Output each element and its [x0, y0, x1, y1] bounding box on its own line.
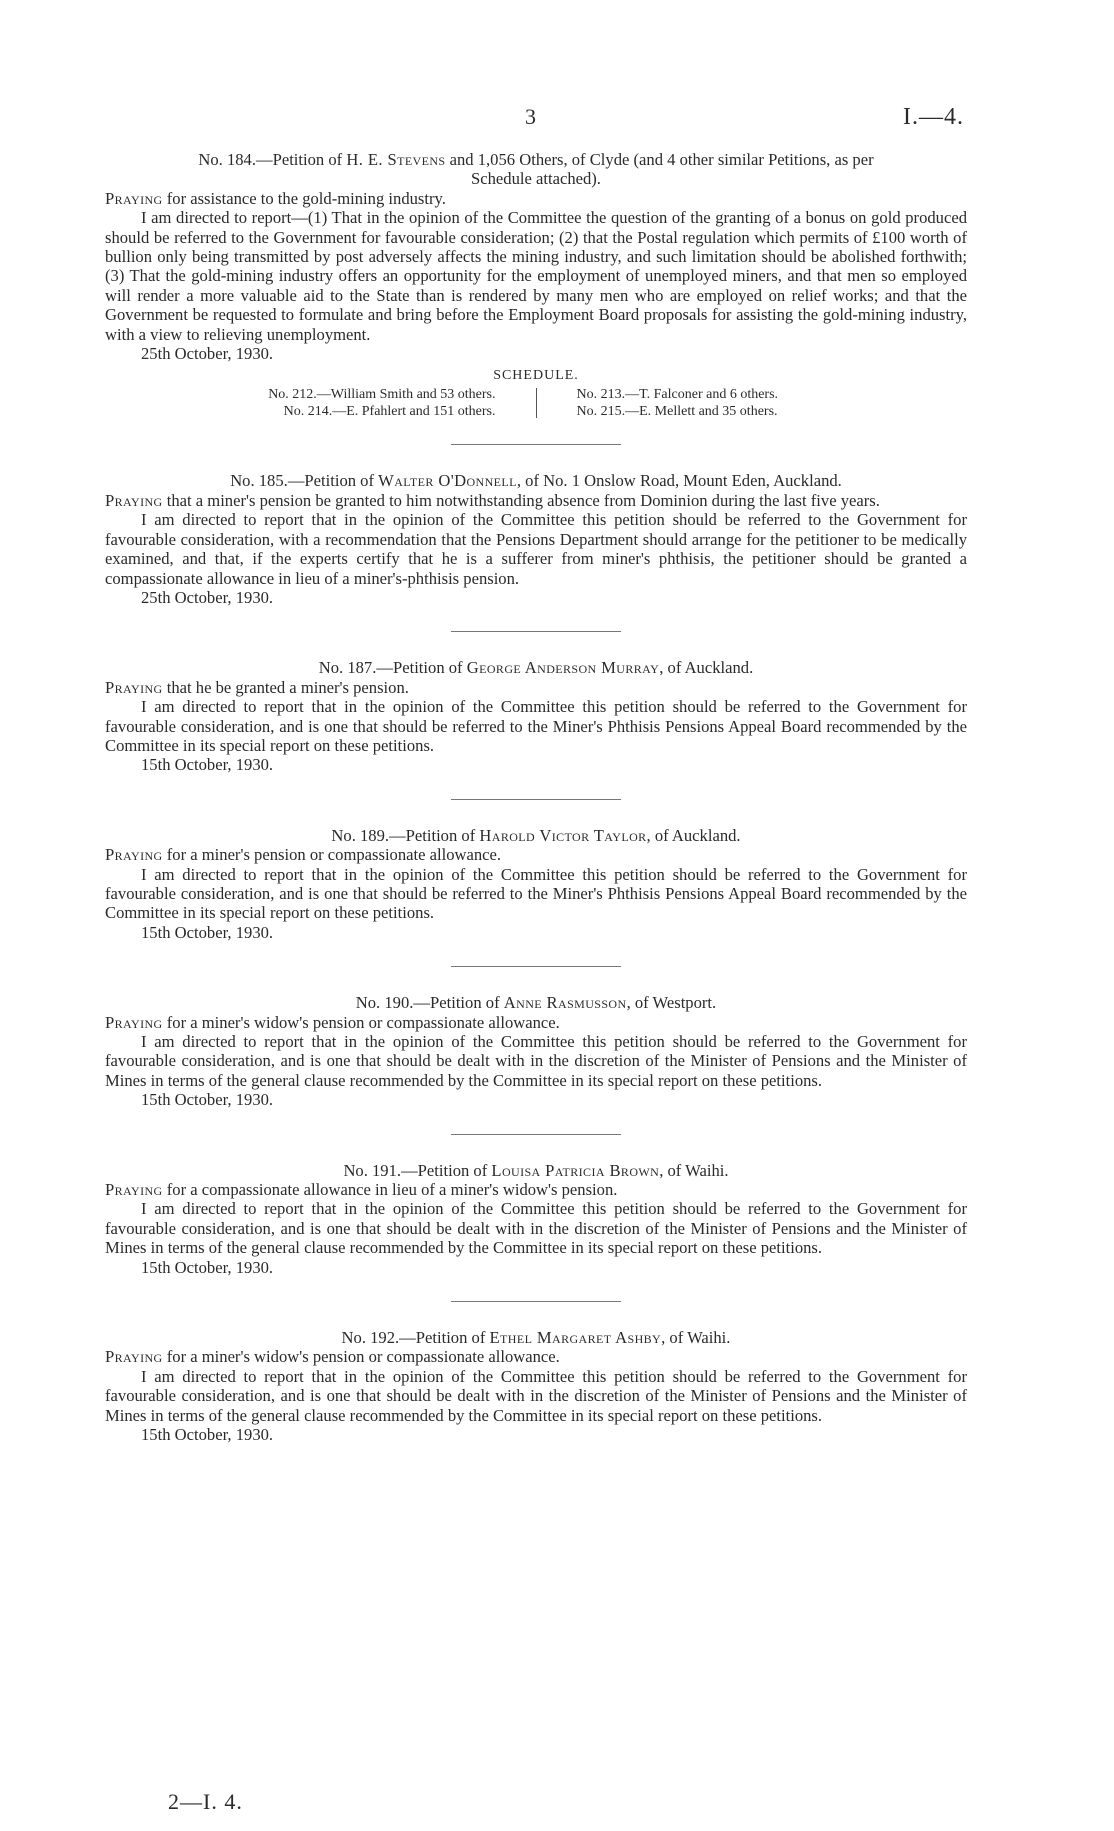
- petition-title: No. 192.—Petition of Ethel Margaret Ashby, of Waihi.: [341, 1328, 731, 1348]
- section-divider: [451, 799, 621, 800]
- printer-signature-mark: 2—I. 4.: [168, 1789, 243, 1814]
- petition-192: [105, 1328, 967, 1444]
- report-paragraph: I am directed to report—(1) That in the opinion of the Committee the question of the granting of a bonus on gold produced should be referred to the Government for favourable consideration; (2) that the Postal regulation which permits of £100 worth of bullion only being transmitted by post adversely affects the mining industry, and such limitation should be abolished forthwith; (3) That the gold-mining industry offers an opportunity for the employment of unemployed miners, and that men so employed will render a more valuable aid to the State than is rendered by many men who are employed on relief works; and that the Government be requested to formulate and bring before the Employment Board proposals for assisting the gold-mining industry, with a view to relieving unemployment.: [105, 208, 967, 344]
- praying-line: Praying for assistance to the gold-mining industry.: [105, 188, 446, 208]
- praying-line: Praying that he be granted a miner's pension.: [105, 677, 409, 697]
- petitioner-name: H. E. Stevens: [346, 150, 446, 169]
- schedule-grid: [105, 386, 967, 420]
- petition-189: [105, 826, 967, 942]
- petitioner-name: Louisa Patricia Brown: [491, 1160, 660, 1180]
- schedule-right-column: [537, 386, 897, 420]
- report-date: 25th October, 1930.: [141, 587, 274, 607]
- page-header: [0, 104, 1114, 134]
- section-divider: [451, 966, 621, 967]
- report-date: 25th October, 1930.: [141, 344, 274, 364]
- section-divider: [451, 631, 621, 632]
- praying-line: Praying that a miner's pension be granted to him notwithstanding absence from Dominion during the last five years.: [105, 490, 880, 510]
- petition-title-subline: Schedule attached).: [471, 169, 601, 189]
- schedule-entry: No. 215.—E. Mellett and 35 others.: [576, 404, 778, 420]
- petition-title: No. 185.—Petition of Walter O'Donnell, of No. 1 Onslow Road, Mount Eden, Auckland.: [230, 471, 842, 491]
- report-paragraph: I am directed to report that in the opinion of the Committee this petition should be referred to the Government for favourable consideration, and is one that should be dealt with in the discretion of the Minister of Pensions and the Minister of Mines in terms of the general clause recommended by the Committee in its special report on these petitions.: [105, 1032, 967, 1090]
- petitioner-name: Walter O'Donnell: [378, 471, 517, 491]
- schedule-left-column: [176, 386, 536, 420]
- petition-title: No. 189.—Petition of Harold Victor Taylor, of Auckland.: [331, 825, 741, 845]
- schedule-entry: No. 213.—T. Falconer and 6 others.: [576, 387, 779, 403]
- section-divider: [451, 444, 621, 445]
- petitioner-name: Ethel Margaret Ashby: [489, 1328, 662, 1348]
- section-divider: [451, 1301, 621, 1302]
- section-divider: [451, 1134, 621, 1135]
- schedule: [105, 367, 967, 420]
- report-paragraph: I am directed to report that in the opinion of the Committee this petition should be referred to the Government for favourable consideration, and is one that should be referred to the Miner's Phthisis Pensions Appeal Board recommended by the Committee in its special report on these petitions.: [105, 864, 967, 923]
- petition-title: No. 190.—Petition of Anne Rasmusson, of Westport.: [355, 993, 717, 1013]
- report-date: 15th October, 1930.: [141, 755, 274, 775]
- praying-line: Praying for a miner's widow's pension or compassionate allowance.: [105, 1012, 560, 1032]
- report-paragraph: I am directed to report that in the opinion of the Committee this petition should be referred to the Government for favourable consideration, and is one that should be dealt with in the discretion of the Minister of Pensions and the Minister of Mines in terms of the general clause recommended by the Committee in its special report on these petitions.: [105, 1199, 967, 1258]
- petition-title: No. 191.—Petition of Louisa Patricia Brown, of Waihi.: [343, 1160, 729, 1180]
- petition-187: [105, 658, 967, 774]
- schedule-entry: No. 214.—E. Pfahlert and 151 others.: [283, 404, 496, 420]
- report-date: 15th October, 1930.: [141, 1257, 274, 1277]
- petition-title: No. 184.—Petition of H. E. Stevens and 1,056 Others, of Clyde (and 4 other similar Petitions, as per Schedule attached).: [105, 150, 967, 189]
- report-date: 15th October, 1930.: [141, 1425, 274, 1445]
- petition-title: No. 187.—Petition of George Anderson Murray, of Auckland.: [318, 658, 754, 678]
- report-paragraph: I am directed to report that in the opinion of the Committee this petition should be referred to the Government for favourable consideration, and is one that should be referred to the Miner's Phthisis Pensions Appeal Board recommended by the Committee in its special report on these petitions.: [105, 697, 967, 755]
- page-number: 3: [525, 104, 536, 129]
- praying-line: Praying for a compassionate allowance in lieu of a miner's widow's pension.: [105, 1180, 618, 1200]
- schedule-title: SCHEDULE.: [493, 368, 579, 384]
- report-date: 15th October, 1930.: [141, 922, 274, 942]
- report-paragraph: I am directed to report that in the opinion of the Committee this petition should be referred to the Government for favourable consideration, with a recommendation that the Pensions Department should arrange for the petitioner to be medically examined, and that, if the experts certify that he is a sufferer from miner's phthisis, the petitioner should be granted a compassionate allowance in lieu of a miner's-phthisis pension.: [105, 510, 967, 588]
- report-date: 15th October, 1930.: [141, 1090, 274, 1110]
- page-content: [105, 150, 967, 1445]
- petition-185: [105, 471, 967, 607]
- petitioner-name: Harold Victor Taylor: [479, 825, 647, 845]
- petition-190: [105, 993, 967, 1109]
- document-reference: I.—4.: [903, 104, 964, 130]
- praying-line: Praying for a miner's widow's pension or compassionate allowance.: [105, 1347, 560, 1367]
- praying-line: Praying for a miner's pension or compassionate allowance.: [105, 845, 502, 865]
- schedule-entry: No. 212.—William Smith and 53 others.: [268, 387, 496, 403]
- petition-184: [105, 150, 967, 363]
- petitioner-name: George Anderson Murray: [466, 658, 660, 678]
- petitioner-name: Anne Rasmusson: [503, 993, 627, 1013]
- petition-191: [105, 1161, 967, 1277]
- report-paragraph: I am directed to report that in the opinion of the Committee this petition should be referred to the Government for favourable consideration, and is one that should be dealt with in the discretion of the Minister of Pensions and the Minister of Mines in terms of the general clause recommended by the Committee in its special report on these petitions.: [105, 1366, 967, 1425]
